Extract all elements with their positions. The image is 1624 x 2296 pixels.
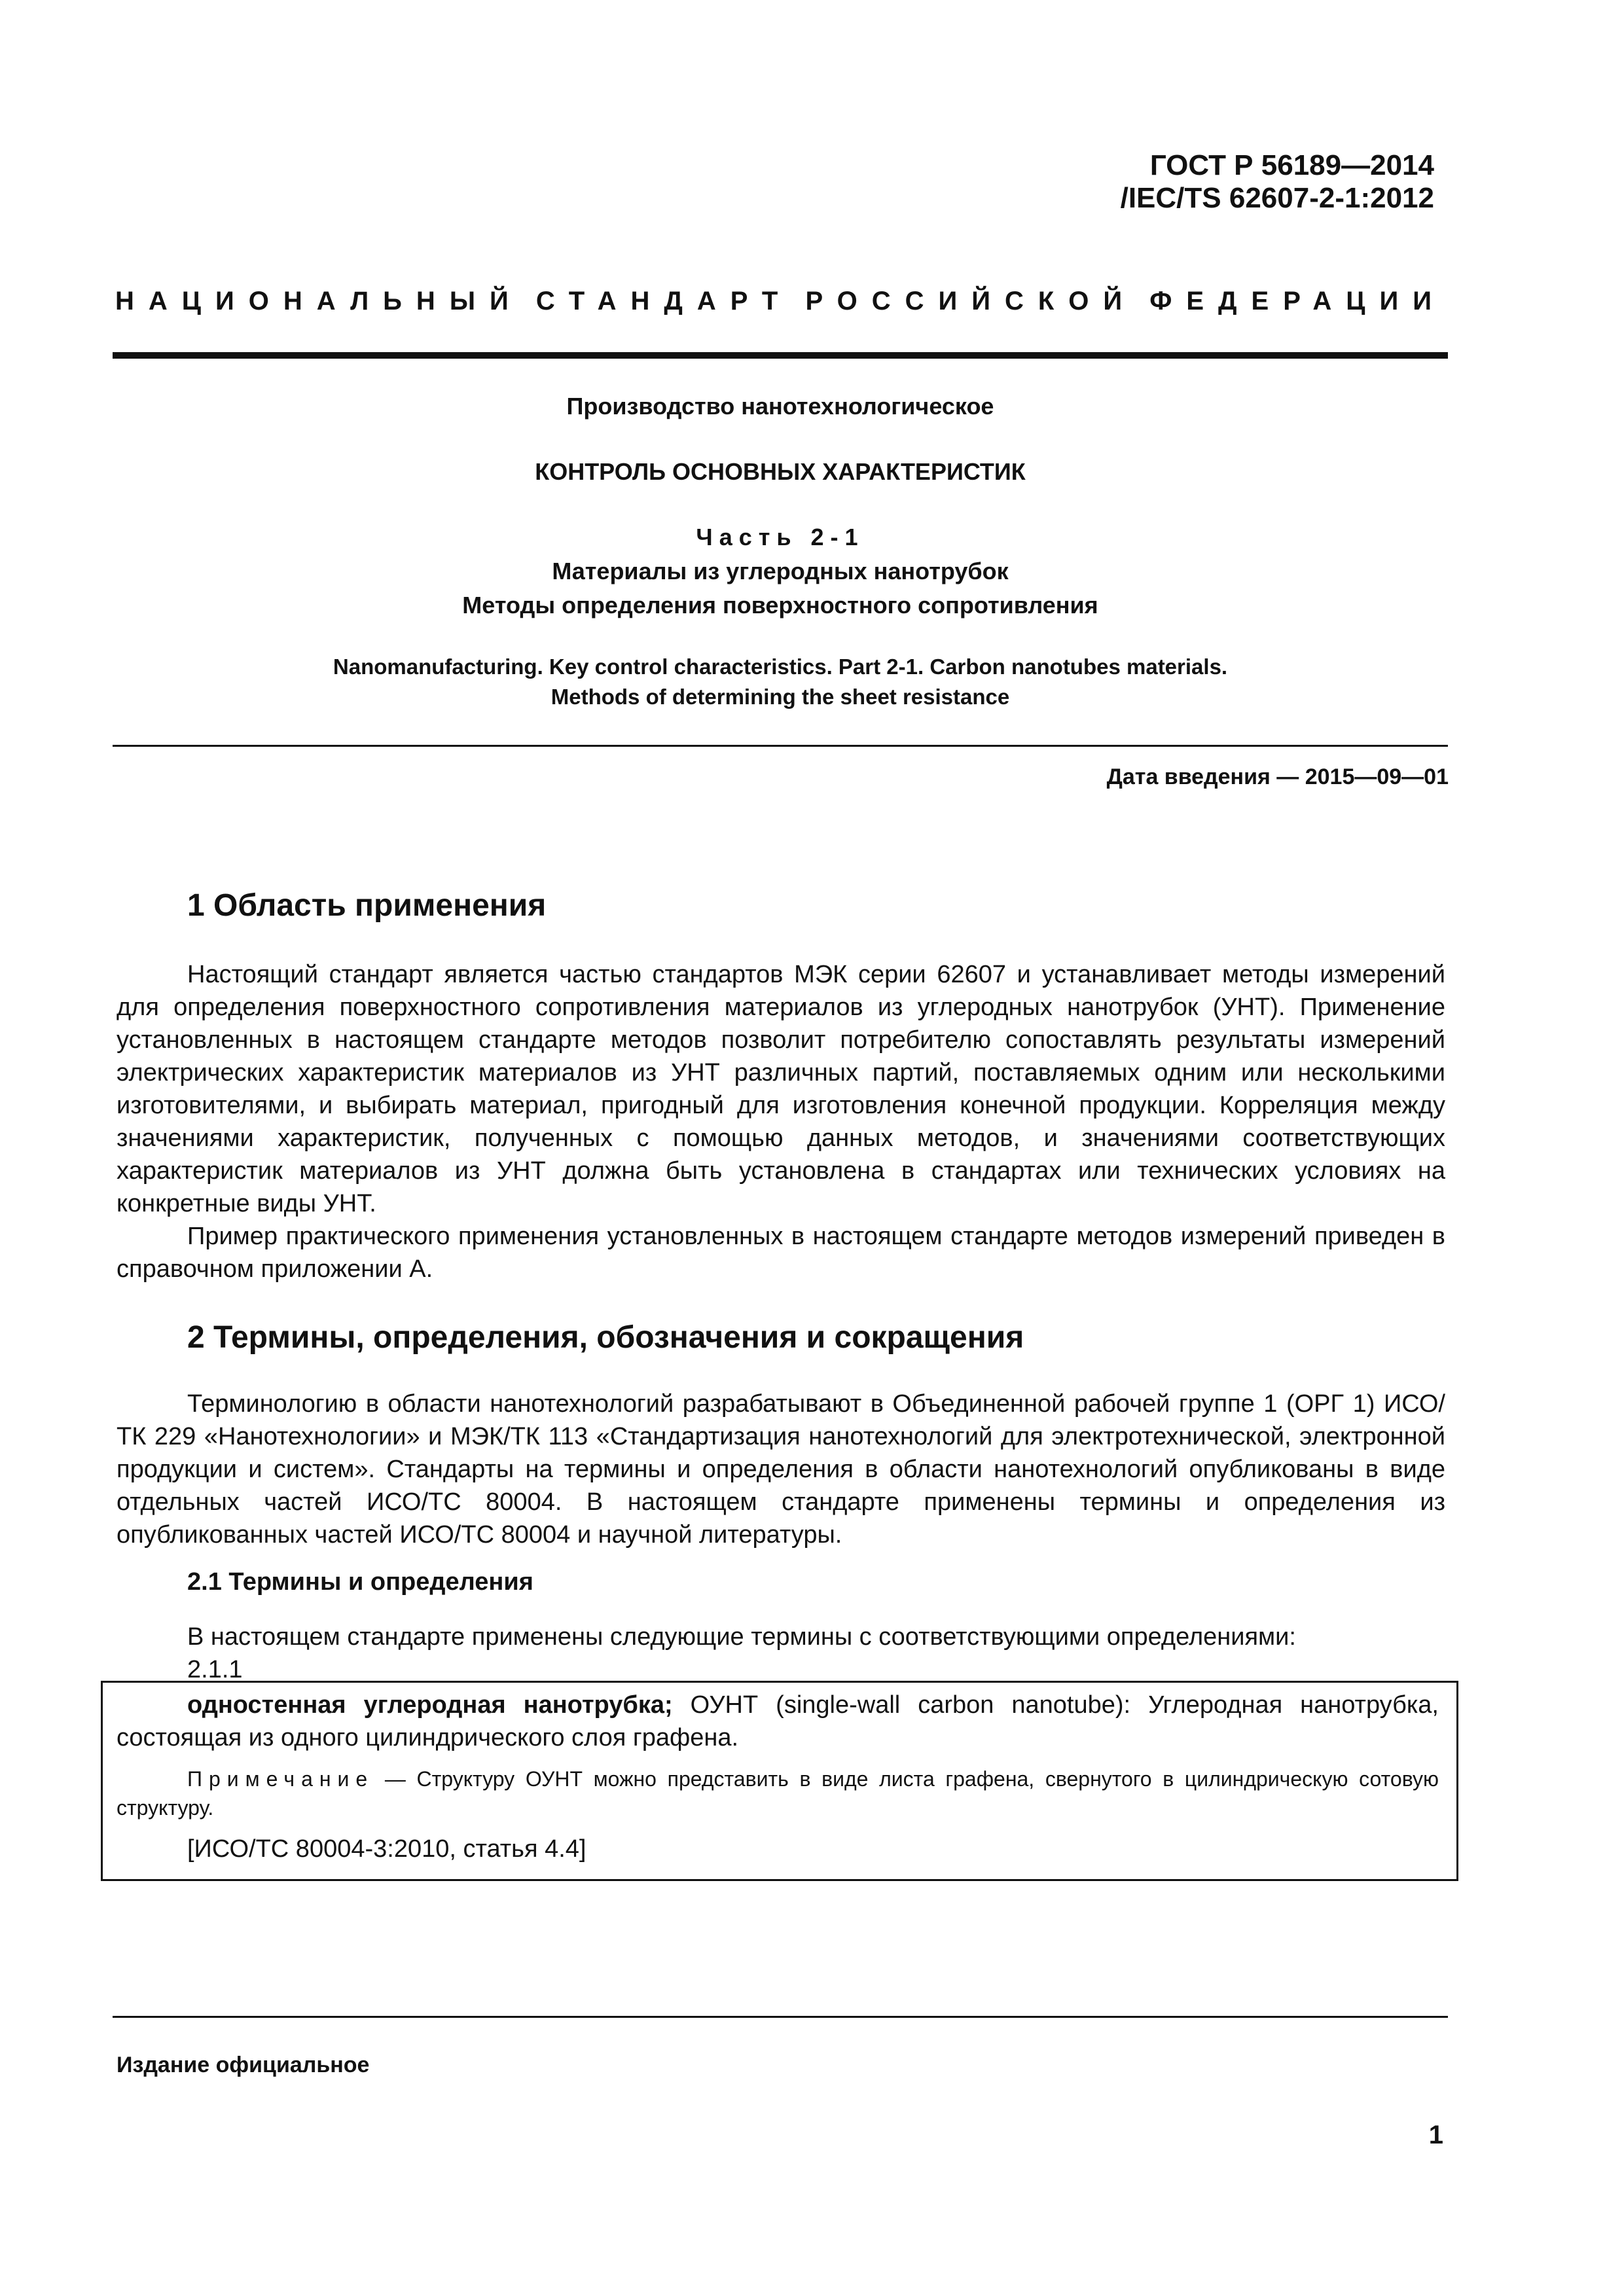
section-1-paragraph-1: Настоящий стандарт является частью стандартов МЭК серии 62607 и устанавливает методы измерений для определения поверхностного сопротивления материалов из углеродных нанотрубок (УНТ). Применение установленных в настоящем стандарте методов позволит потребителю сопоставлять результаты измерений электрических характеристик материалов из УНТ различных партий, поставляемых одним или несколькими изготовителями, и выбирать материал, пригодный для изготовления конечной продукции. Корреляция между значениями характеристик, полученных с помощью данных методов, и значениями соответствующих характеристик материалов из УНТ должна быть установлена в стандартах или технических условиях на конкретные виды УНТ. bbox=[117, 961, 1445, 1217]
note-text: — Структуру ОУНТ можно представить в виде листа графена, свернутого в цилиндрическую сотовую структуру. bbox=[117, 1767, 1439, 1820]
official-edition-label: Издание официальное bbox=[117, 2053, 370, 2077]
section-2-paragraph-1: Терминологию в области нанотехнологий разрабатывают в Объединенной рабочей группе 1 (ОРГ 1) ИСО/ТК 229 «Нанотехнологии» и МЭК/ТК 113 «Стандартизация нанотехнологий для электротехнической, электронной продукции и систем». Стандарты на термины и определения в области нанотехнологий опубликованы в виде отдельных частей ИСО/ТС 80004. В настоящем стандарте применены термины и определения из опубликованных частей ИСО/ТС 80004 и научной литературы. bbox=[117, 1390, 1445, 1549]
section-1-paragraph-2: Пример практического применения установленных в настоящем стандарте методов измерений приведен в справочном приложении А. bbox=[117, 1223, 1445, 1283]
title-subtitle-2: Методы определения поверхностного сопротивления bbox=[462, 592, 1098, 619]
page-number: 1 bbox=[1428, 2121, 1443, 2149]
section-1-heading: 1 Область применения bbox=[187, 888, 547, 923]
designation-line-1: ГОСТ Р 56189—2014 bbox=[1149, 149, 1434, 181]
title-english-2: Methods of determining the sheet resistance bbox=[550, 685, 1010, 709]
term-name: одностенная углеродная нанотрубка; bbox=[187, 1691, 673, 1719]
title-line-2: КОНТРОЛЬ ОСНОВНЫХ ХАРАКТЕРИСТИК bbox=[535, 458, 1026, 485]
title-subtitle-1: Материалы из углеродных нанотрубок bbox=[552, 558, 1009, 584]
section-2-body bbox=[117, 1388, 1445, 1551]
section-2-1-intro: В настоящем стандарте применены следующие термины с соответствующими определениями: bbox=[187, 1623, 1296, 1651]
term-source: [ИСО/ТС 80004-3:2010, статья 4.4] bbox=[187, 1835, 586, 1863]
header-thick-rule bbox=[113, 352, 1448, 359]
banner-word-4: ФЕДЕРАЦИИ bbox=[1149, 287, 1446, 315]
term-body: ОУНТ (single-wall carbon nanotube): Углеродная нанотрубка, состоящая из одного цилиндрического слоя графена. bbox=[117, 1691, 1439, 1751]
title-part: Часть 2-1 bbox=[696, 524, 865, 550]
banner-word-2: СТАНДАРТ bbox=[535, 287, 793, 315]
banner-word-3: РОССИЙСКОЙ bbox=[805, 287, 1137, 315]
note-label: Примечание bbox=[187, 1767, 374, 1791]
term-note bbox=[117, 1765, 1439, 1822]
footer-rule bbox=[113, 2016, 1448, 2018]
title-bottom-rule bbox=[113, 745, 1448, 747]
designation-line-2: /IEC/TS 62607-2-1:2012 bbox=[1120, 182, 1434, 214]
term-number: 2.1.1 bbox=[187, 1656, 243, 1683]
section-2-heading: 2 Термины, определения, обозначения и сокращения bbox=[187, 1320, 1024, 1355]
section-1-body bbox=[117, 958, 1445, 1285]
section-2-1-heading: 2.1 Термины и определения bbox=[187, 1568, 533, 1596]
introduction-date: Дата введения — 2015—09—01 bbox=[1106, 764, 1449, 789]
term-definition bbox=[117, 1689, 1439, 1754]
national-standard-banner bbox=[115, 285, 1446, 317]
standard-designation bbox=[1121, 149, 1434, 215]
title-line-1: Производство нанотехнологическое bbox=[566, 393, 994, 420]
title-english-1: Nanomanufacturing. Key control characteristics. Part 2-1. Carbon nanotubes materials. bbox=[333, 655, 1228, 679]
banner-word-1: НАЦИОНАЛЬНЫЙ bbox=[115, 287, 523, 315]
